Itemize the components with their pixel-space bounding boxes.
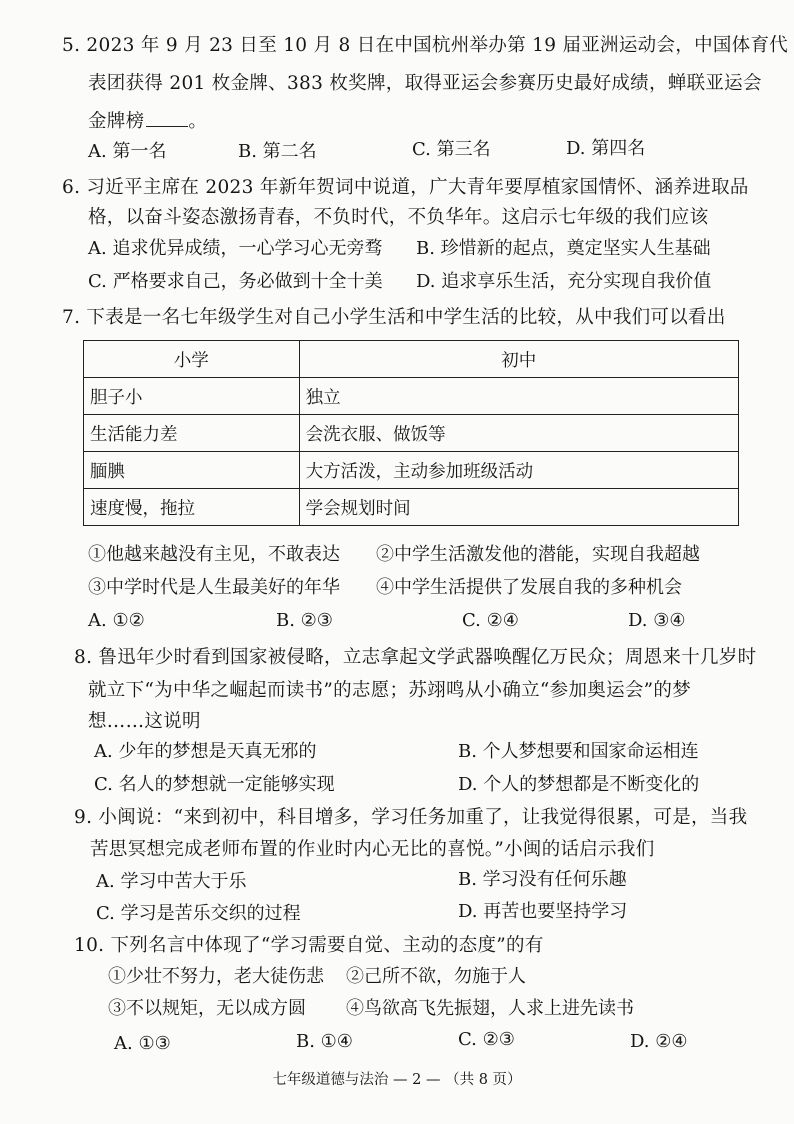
- q5-line1: 5. 2023 年 9 月 23 日至 10 月 8 日在中国杭州举办第 19 届亚洲运动会，中国体育代: [62, 35, 789, 56]
- q7-option-a: A. ①②: [88, 610, 145, 631]
- q6-option-b: B. 珍惜新的起点，奠定坚实人生基础: [416, 238, 711, 259]
- q7-statement-2: ②中学生活激发他的潜能，实现自我超越: [376, 544, 700, 565]
- table-cell: 生活能力差: [84, 415, 300, 452]
- q9-line1: 9. 小闽说：“来到初中，科目增多，学习任务加重了，让我觉得很累，可是，当我: [74, 807, 748, 828]
- table-cell: 腼腆: [84, 452, 300, 489]
- comparison-table: [83, 340, 739, 526]
- table-cell: 大方活泼，主动参加班级活动: [299, 452, 738, 489]
- q10-statement-3: ③不以规矩，无以成方圆: [108, 998, 306, 1019]
- q8-line2: 就立下“为中华之崛起而读书”的志愿；苏翊鸣从小确立“参加奥运会”的梦: [88, 680, 692, 701]
- q10-option-a: A. ①③: [114, 1033, 171, 1054]
- q7-option-c: C. ②④: [462, 610, 519, 631]
- table-row: [84, 378, 739, 415]
- answer-blank: [146, 110, 188, 127]
- table-header-row: [84, 341, 739, 378]
- table-header-primary: 小学: [84, 341, 300, 378]
- q8-line1: 8. 鲁迅年少时看到国家被侵略，立志拿起文学武器唤醒亿万民众；周恩来十几岁时: [74, 647, 757, 668]
- page-footer: 七年级道德与法治 — 2 — （共 8 页）: [272, 1072, 522, 1088]
- q6-option-d: D. 追求享乐生活，充分实现自我价值: [416, 271, 712, 292]
- q5-option-c: C. 第三名: [412, 139, 491, 160]
- q10-option-b: B. ①④: [296, 1031, 353, 1052]
- q7-statement-3: ③中学时代是人生最美好的年华: [88, 577, 340, 598]
- q8-option-a: A. 少年的梦想是天真无邪的: [94, 741, 317, 762]
- q6-option-c: C. 严格要求自己，务必做到十全十美: [88, 271, 383, 292]
- q5-line2: 表团获得 201 枚金牌、383 枚奖牌，取得亚运会参赛历史最好成绩，蝉联亚运会: [88, 73, 762, 94]
- table-cell: 胆子小: [84, 378, 300, 415]
- q10-statement-1: ①少壮不努力，老大徒伤悲: [108, 966, 324, 987]
- q5-option-d: D. 第四名: [566, 138, 646, 159]
- q7-statement-1: ①他越来越没有主见，不敢表达: [88, 544, 340, 565]
- q8-option-c: C. 名人的梦想就一定能够实现: [94, 774, 335, 795]
- q9-option-d: D. 再苦也要坚持学习: [458, 901, 628, 922]
- q6-line1: 6. 习近平主席在 2023 年新年贺词中说道，广大青年要厚植家国情怀、涵养进取品: [62, 177, 749, 198]
- q5-line3-end: 。: [188, 111, 208, 132]
- q8-line3: 想……这说明: [88, 711, 201, 732]
- q6-option-a: A. 追求优异成绩，一心学习心无旁骛: [88, 238, 383, 259]
- table-cell: 会洗衣服、做饭等: [299, 415, 738, 452]
- table-cell: 学会规划时间: [299, 489, 738, 526]
- q6-line2: 格，以奋斗姿态激扬青春，不负时代，不负华年。这启示七年级的我们应该: [88, 207, 709, 228]
- q5-line3-text: 金牌榜: [88, 111, 145, 132]
- table-cell: 速度慢，拖拉: [84, 489, 300, 526]
- q10-option-d: D. ②④: [630, 1031, 688, 1052]
- q9-option-b: B. 学习没有任何乐趣: [458, 869, 627, 890]
- q10-statement-4: ④鸟欲高飞先振翅，人求上进先读书: [346, 998, 634, 1019]
- q10-line1: 10. 下列名言中体现了“学习需要自觉、主动的态度”的有: [74, 935, 544, 956]
- q5-line3: [88, 110, 207, 134]
- q8-option-b: B. 个人梦想要和国家命运相连: [458, 741, 699, 762]
- q9-line2: 苦思冥想完成老师布置的作业时内心无比的喜悦。”小闽的话启示我们: [90, 839, 655, 860]
- q9-option-a: A. 学习中苦大于乐: [96, 871, 247, 892]
- table-row: [84, 489, 739, 526]
- q7-statement-4: ④中学生活提供了发展自我的多种机会: [376, 577, 682, 598]
- table-cell: 独立: [299, 378, 738, 415]
- q10-statement-2: ②己所不欲，勿施于人: [346, 966, 526, 987]
- q5-option-a: A. 第一名: [88, 141, 167, 162]
- q9-option-c: C. 学习是苦乐交织的过程: [96, 903, 301, 924]
- q7-option-d: D. ③④: [628, 610, 686, 631]
- q5-option-b: B. 第二名: [238, 141, 317, 162]
- q8-option-d: D. 个人的梦想都是不断变化的: [458, 774, 700, 795]
- q10-option-c: C. ②③: [458, 1029, 515, 1050]
- table-row: [84, 415, 739, 452]
- q7-option-b: B. ②③: [276, 610, 333, 631]
- table-row: [84, 452, 739, 489]
- table-header-middle: 初中: [299, 341, 738, 378]
- q7-line1: 7. 下表是一名七年级学生对自己小学生活和中学生活的比较，从中我们可以看出: [62, 307, 726, 328]
